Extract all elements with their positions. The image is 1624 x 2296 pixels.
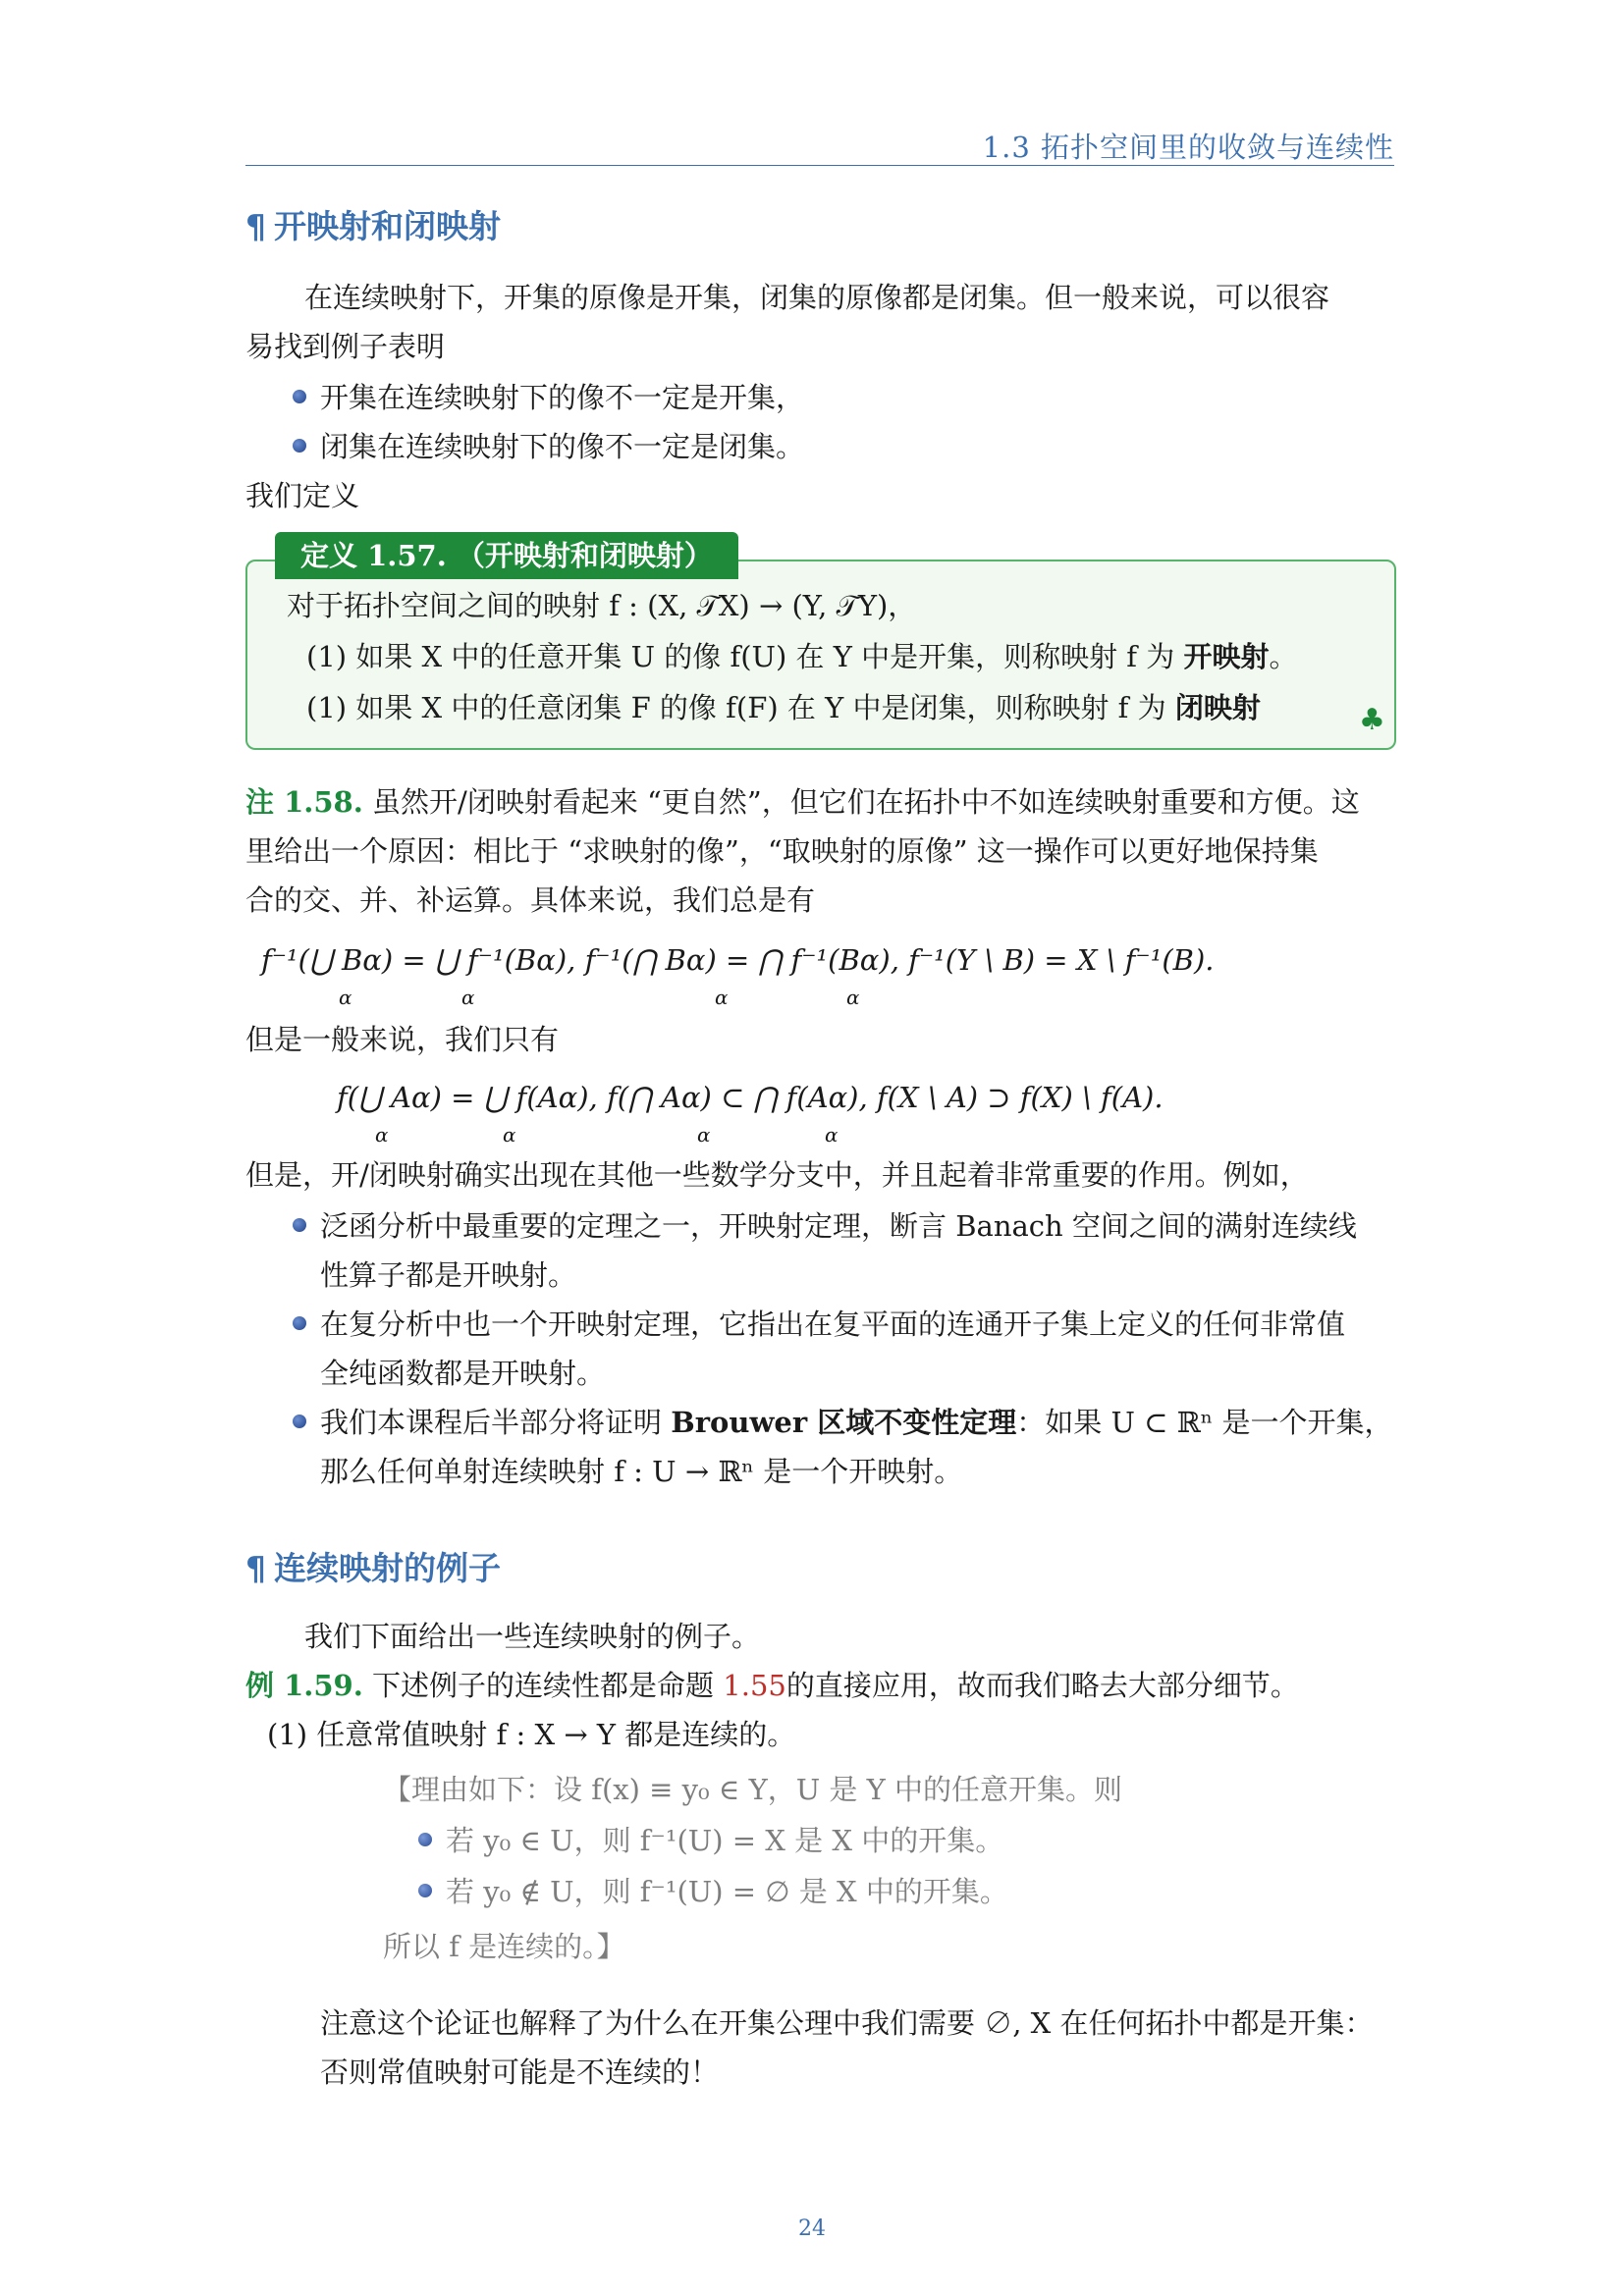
example-text: 下述例子的连续性都是命题	[372, 1669, 724, 1702]
list-item-text	[320, 1398, 1393, 1447]
list-item-text: 全纯函数都是开映射。	[320, 1357, 606, 1390]
remark-line-1: 注意这个论证也解释了为什么在开集公理中我们需要 ∅, X 在任何拓扑中都是开集：	[320, 2006, 1374, 2040]
bullet-icon	[293, 390, 306, 403]
section-heading-open-closed-maps	[245, 201, 501, 247]
section-title-text: 开映射和闭映射	[274, 207, 501, 245]
however-text: 但是，开/闭映射确实出现在其他一些数学分支中，并且起着非常重要的作用。例如，	[245, 1158, 1309, 1192]
term-brouwer-theorem: Brouwer 区域不变性定理	[671, 1406, 1017, 1439]
definition-label: 定义 1.57. （开映射和闭映射）	[275, 532, 738, 579]
list-item	[293, 1300, 1402, 1398]
list-item-text: 开集在连续映射下的像不一定是开集，	[320, 381, 805, 414]
pilcrow-icon: ¶	[245, 207, 266, 245]
list-item-text: 泛函分析中最重要的定理之一，开映射定理，断言 Banach 空间之间的满射连续线	[320, 1209, 1357, 1243]
note-line-3: 合的交、并、补运算。具体来说，我们总是有	[245, 883, 816, 917]
term-closed-map: 闭映射	[1174, 691, 1261, 724]
definition-item-1-text: (1) 如果 X 中的任意开集 U 的像 f(U) 在 Y 中是开集，则称映射 f 为	[306, 640, 1184, 673]
index-alpha: α	[846, 986, 860, 1009]
note-text-1: 虽然开/闭映射看起来 “更自然”，但它们在拓扑中不如连续映射重要和方便。这	[372, 785, 1360, 819]
page-number: 24	[798, 2216, 826, 2241]
definition-item-1	[306, 632, 1298, 681]
club-icon: ♣	[1359, 703, 1385, 737]
index-alpha: α	[339, 986, 352, 1009]
definition-intro: 对于拓扑空间之间的映射 f : (X, 𝒯X) → (Y, 𝒯Y)，	[287, 589, 917, 622]
index-alpha: α	[697, 1123, 711, 1147]
intro-line-2: 易找到例子表明	[245, 330, 446, 363]
proof-opening: 【理由如下：设 f(x) ≡ y₀ ∈ Y，U 是 Y 中的任意开集。则	[383, 1773, 1122, 1806]
bullet-icon	[418, 1833, 432, 1846]
proposition-ref-link[interactable]: 1.55	[723, 1669, 786, 1702]
bullet-icon	[293, 1218, 306, 1232]
term-open-map: 开映射	[1183, 640, 1270, 673]
examples-intro: 我们下面给出一些连续映射的例子。	[304, 1620, 761, 1653]
definition-item-2-text: (1) 如果 X 中的任意闭集 F 的像 f(F) 在 Y 中是闭集，则称映射 f 为	[306, 691, 1175, 724]
index-alpha: α	[825, 1123, 839, 1147]
list-item	[293, 422, 1373, 471]
note-label: 注 1.58.	[245, 785, 363, 819]
intro-line-1: 在连续映射下，开集的原像是开集，闭集的原像都是闭集。但一般来说，可以很容	[304, 281, 1330, 314]
list-item-text: 性算子都是开映射。	[320, 1258, 577, 1292]
header-rule	[245, 165, 1394, 166]
index-alpha: α	[503, 1123, 516, 1147]
we-define-text: 我们定义	[245, 479, 360, 512]
but-general-text: 但是一般来说，我们只有	[245, 1023, 560, 1056]
example-heading	[245, 1661, 1299, 1710]
pilcrow-icon: ¶	[245, 1549, 266, 1587]
list-item	[418, 1867, 1302, 1916]
section-title-text: 连续映射的例子	[274, 1549, 501, 1587]
example-text-end: 的直接应用，故而我们略去大部分细节。	[785, 1669, 1299, 1702]
list-item-text-suffix: ：如果 U ⊂ ℝⁿ 是一个开集，	[1016, 1406, 1393, 1439]
formula-image: f(⋃ Aα) = ⋃ f(Aα), f(⋂ Aα) ⊂ ⋂ f(Aα), f(X \ A) ⊃ f(X) \ f(A).	[337, 1081, 1164, 1114]
list-item-text: 闭集在连续映射下的像不一定是闭集。	[320, 430, 805, 463]
bullet-icon	[418, 1884, 432, 1897]
example-item-1: (1) 任意常值映射 f : X → Y 都是连续的。	[267, 1718, 796, 1751]
section-heading-examples	[245, 1543, 501, 1589]
remark-line-2: 否则常值映射可能是不连续的！	[320, 2056, 720, 2089]
list-item-text-prefix: 我们本课程后半部分将证明	[320, 1406, 672, 1439]
bullet-icon	[293, 1316, 306, 1330]
index-alpha: α	[461, 986, 475, 1009]
note-line-1	[245, 777, 1394, 827]
bullet-icon	[293, 1415, 306, 1428]
index-alpha: α	[375, 1123, 389, 1147]
running-header: 1.3 拓扑空间里的收敛与连续性	[982, 131, 1394, 164]
note-line-2: 里给出一个原因：相比于 “求映射的像”，“取映射的原像” 这一操作可以更好地保持集	[245, 834, 1319, 868]
formula-preimage: f⁻¹(⋃ Bα) = ⋃ f⁻¹(Bα), f⁻¹(⋂ Bα) = ⋂ f⁻¹(Bα), f⁻¹(Y \ B) = X \ f⁻¹(B).	[261, 943, 1215, 977]
definition-item-2	[306, 683, 1261, 732]
list-item	[293, 1398, 1402, 1496]
index-alpha: α	[715, 986, 729, 1009]
list-item-text: 若 y₀ ∈ U，则 f⁻¹(U) = X 是 X 中的开集。	[446, 1824, 1004, 1857]
list-item-text: 若 y₀ ∉ U，则 f⁻¹(U) = ∅ 是 X 中的开集。	[446, 1875, 1008, 1908]
bullet-icon	[293, 439, 306, 453]
list-item	[293, 373, 1373, 422]
list-item	[293, 1201, 1402, 1300]
list-item-text: 在复分析中也一个开映射定理，它指出在复平面的连通开子集上定义的任何非常值	[320, 1308, 1346, 1341]
definition-item-1-end: 。	[1269, 640, 1298, 673]
proof-closing: 所以 f 是连续的。】	[383, 1930, 625, 1963]
list-item	[418, 1816, 1302, 1865]
list-item-text: 那么任何单射连续映射 f : U → ℝⁿ 是一个开映射。	[320, 1455, 963, 1488]
example-label: 例 1.59.	[245, 1669, 363, 1702]
